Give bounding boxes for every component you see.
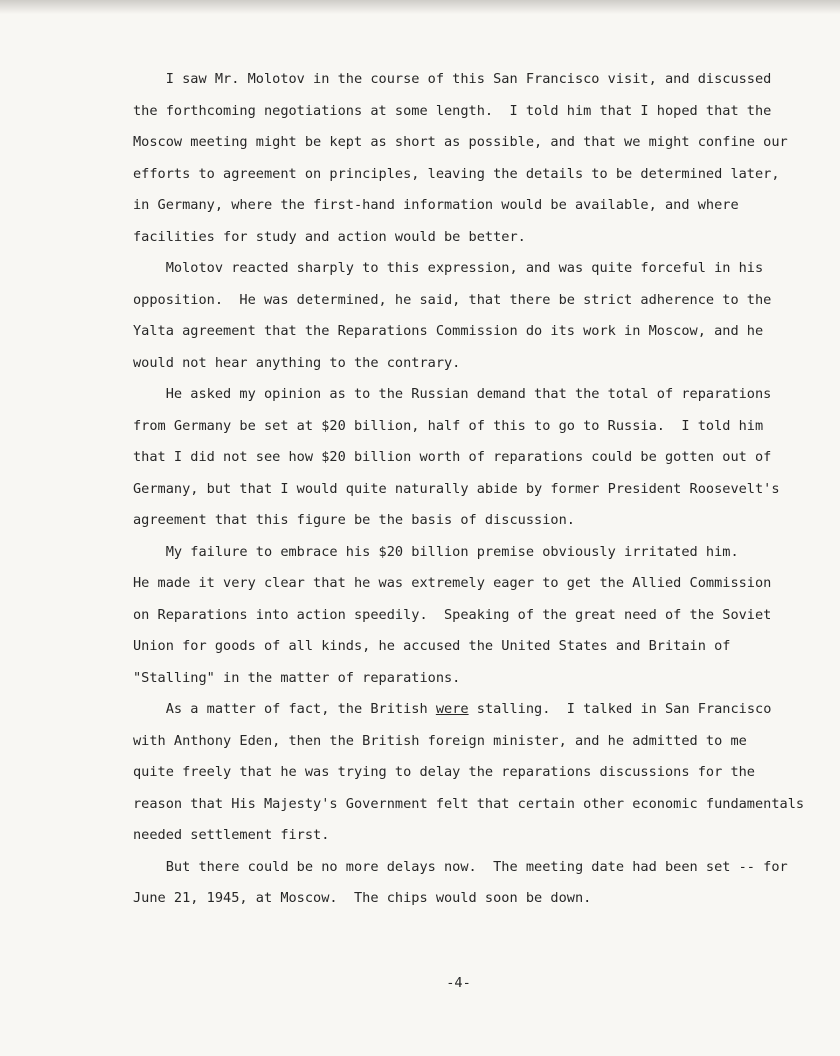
text-line: Germany, but that I would quite naturally abide by former President Roosevelt's <box>133 480 780 497</box>
text-line: efforts to agreement on principles, leaving the details to be determined later, <box>133 165 780 182</box>
text-segment: stalling. I talked in San Francisco <box>468 701 772 717</box>
text-line: He made it very clear that he was extremely eager to get the Allied Commission <box>133 575 772 591</box>
text-line: My failure to embrace his $20 billion premise obviously irritated him. <box>133 543 739 560</box>
text-line: June 21, 1945, at Moscow. The chips would soon be down. <box>133 890 592 906</box>
underlined-word: were <box>435 701 469 717</box>
text-line: I saw Mr. Molotov in the course of this San Francisco visit, and discussed <box>133 71 772 87</box>
text-line: quite freely that he was trying to delay the reparations discussions for the <box>133 764 755 780</box>
paragraph-5 <box>133 694 833 852</box>
text-line: agreement that this figure be the basis of discussion. <box>133 512 575 528</box>
memoir-text <box>133 64 833 915</box>
text-line: Yalta agreement that the Reparations Commission do its work in Moscow, and he <box>133 323 764 339</box>
paragraph-2 <box>133 253 833 379</box>
text-line: on Reparations into action speedily. Speaking of the great need of the Soviet <box>133 606 772 623</box>
text-line: with Anthony Eden, then the British foreign minister, and he admitted to me <box>133 732 747 749</box>
text-line <box>133 694 833 726</box>
text-line: reason that His Majesty's Government felt that certain other economic fundamentals <box>133 795 805 812</box>
text-line: needed settlement first. <box>133 827 330 843</box>
text-line: But there could be no more delays now. The meeting date had been set -- for <box>133 858 788 875</box>
paragraph-3 <box>133 379 833 537</box>
text-line: He asked my opinion as to the Russian demand that the total of reparations <box>133 386 772 402</box>
text-line: Union for goods of all kinds, he accused the United States and Britain of <box>133 638 731 654</box>
text-line: in Germany, where the first-hand information would be available, and where <box>133 197 739 213</box>
paragraph-6 <box>133 852 833 915</box>
text-line: that I did not see how $20 billion worth of reparations could be gotten out of <box>133 449 772 465</box>
text-line: "Stalling" in the matter of reparations. <box>133 669 461 686</box>
text-line: Molotov reacted sharply to this expression, and was quite forceful in his <box>133 260 764 276</box>
text-line: from Germany be set at $20 billion, half of this to go to Russia. I told him <box>133 417 764 434</box>
text-line: opposition. He was determined, he said, that there be strict adherence to the <box>133 291 772 308</box>
page-number: -4- <box>446 975 471 991</box>
text-line: the forthcoming negotiations at some length. I told him that I hoped that the <box>133 102 772 119</box>
text-segment: As a matter of fact, the British <box>133 701 436 717</box>
text-line: Moscow meeting might be kept as short as possible, and that we might confine our <box>133 134 788 150</box>
scan-edge-shadow <box>0 0 840 14</box>
paragraph-4 <box>133 537 833 695</box>
paragraph-1 <box>133 64 833 253</box>
text-line: facilities for study and action would be better. <box>133 228 526 245</box>
text-line: would not hear anything to the contrary. <box>133 354 461 371</box>
